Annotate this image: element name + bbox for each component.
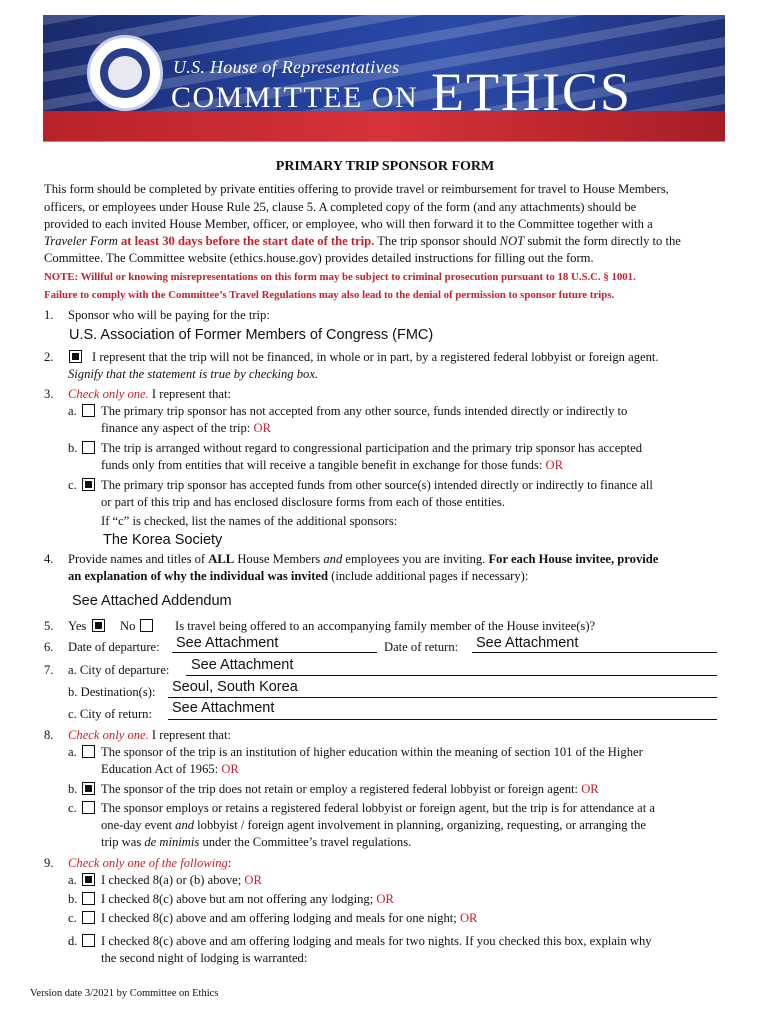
intro-line-3: provided to each invited House Member, officer, or employee, who will then forward it to the Committee together with a [44, 217, 653, 231]
q9-b-letter: b. [68, 892, 78, 906]
q7-b-underline [168, 697, 717, 698]
q9-header: Check only one of the following: [68, 856, 232, 870]
q9-d-line-1: I checked 8(c) above and am offering lodging and meals for two nights. If you checked this box, explain why [101, 934, 652, 948]
q3-a-checkbox[interactable] [82, 404, 95, 417]
q7-number: 7. [44, 663, 54, 677]
q4-line-2: an explanation of why the individual was invited (include additional pages if necessary): [68, 569, 529, 583]
q3-b-line-2: funds only from entities that will receive a tangible benefit in exchange for those funds: OR [101, 458, 564, 472]
q7-destination-field[interactable]: Seoul, South Korea [172, 679, 298, 695]
q3-b-checkbox[interactable] [82, 441, 95, 454]
q8-b-checkbox[interactable] [82, 782, 95, 795]
q3-a-letter: a. [68, 404, 77, 418]
version-footer: Version date 3/2021 by Committee on Ethics [30, 988, 219, 999]
q9-a-checkbox[interactable] [82, 873, 95, 886]
header-banner [43, 15, 725, 141]
q9-b-text: I checked 8(c) above but am not offering any lodging; OR [101, 892, 394, 906]
q9-c-text: I checked 8(c) above and am offering lodging and meals for one night; OR [101, 911, 478, 925]
q9-d-line-2: the second night of lodging is warranted: [101, 951, 308, 965]
q6-return-underline [472, 652, 717, 653]
q2-checkbox[interactable] [69, 350, 82, 363]
intro-line-4: Traveler Form at least 30 days before the start date of the trip. The trip sponsor should NOT submit the form directly to the [44, 234, 681, 248]
q8-number: 8. [44, 728, 54, 742]
q7-b-label: b. Destination(s): [68, 685, 156, 699]
banner-subtitle: U.S. House of Representatives [173, 57, 400, 77]
q9-a-letter: a. [68, 873, 77, 887]
q8-c-checkbox[interactable] [82, 801, 95, 814]
q2-number: 2. [44, 350, 54, 364]
q9-a-text: I checked 8(a) or (b) above; OR [101, 873, 262, 887]
q7-c-label: c. City of return: [68, 707, 152, 721]
q7-departure-city-field[interactable]: See Attachment [191, 657, 294, 673]
q8-c-line-3: trip was de minimis under the Committee’s travel regulations. [101, 835, 412, 849]
q7-return-city-field[interactable]: See Attachment [172, 700, 275, 716]
q9-d-letter: d. [68, 934, 78, 948]
intro-line-1: This form should be completed by private entities offering to provide travel or reimbursement for travel to House Members, [44, 182, 669, 196]
q9-b-checkbox[interactable] [82, 892, 95, 905]
q9-number: 9. [44, 856, 54, 870]
q3-a-line-1: The primary trip sponsor has not accepted from any other source, funds intended directly or indirectly to [101, 404, 628, 418]
q8-c-letter: c. [68, 801, 77, 815]
q4-line-1: Provide names and titles of ALL House Members and employees you are inviting. For each House invitee, provide [68, 552, 659, 566]
q3-c-line-3: If “c” is checked, list the names of the additional sponsors: [101, 514, 398, 528]
q1-label: Sponsor who will be paying for the trip: [68, 308, 270, 322]
q5-no-checkbox[interactable] [140, 619, 153, 632]
q7-a-label: a. City of departure: [68, 663, 170, 677]
q9-d-checkbox[interactable] [82, 934, 95, 947]
note-line-2: Failure to comply with the Committee’s Travel Regulations may also lead to the denial of permission to sponsor future trips. [44, 289, 615, 301]
q8-a-letter: a. [68, 745, 77, 759]
q3-b-letter: b. [68, 441, 78, 455]
q3-number: 3. [44, 387, 54, 401]
q3-c-line-1: The primary trip sponsor has accepted funds from other source(s) intended directly or indirectly to finance all [101, 478, 653, 492]
house-seal-icon [87, 35, 163, 111]
q6-departure-field[interactable]: See Attachment [176, 635, 279, 651]
q8-a-line-1: The sponsor of the trip is an institution of higher education within the meaning of section 101 of the Higher [101, 745, 643, 759]
q6-departure-underline [172, 652, 377, 653]
q8-a-line-2: Education Act of 1965: OR [101, 762, 239, 776]
q5-no-label: No [120, 619, 136, 633]
q3-c-line-2: or part of this trip and has enclosed disclosure forms from each of those entities. [101, 495, 505, 509]
q8-c-line-1: The sponsor employs or retains a registered federal lobbyist or foreign agent, but the trip is for attendance at a [101, 801, 655, 815]
q3-header: Check only one. I represent that: [68, 387, 231, 401]
note-line-1: NOTE: Willful or knowing misrepresentations on this form may be subject to criminal prosecution pursuant to 18 U.S.C. § 1001. [44, 271, 636, 283]
q6-return-field[interactable]: See Attachment [476, 635, 579, 651]
banner-committee: COMMITTEE ON [171, 81, 419, 114]
q9-c-checkbox[interactable] [82, 911, 95, 924]
q8-b-letter: b. [68, 782, 78, 796]
q8-c-line-2: one-day event and lobbyist / foreign agent involvement in planning, organizing, requesting, or arranging the [101, 818, 647, 832]
q9-c-letter: c. [68, 911, 77, 925]
q2-text: I represent that the trip will not be financed, in whole or in part, by a registered federal lobbyist or foreign agent. [92, 350, 659, 364]
q5-number: 5. [44, 619, 54, 633]
header-divider [43, 141, 725, 142]
q3-c-checkbox[interactable] [82, 478, 95, 491]
q3-c-letter: c. [68, 478, 77, 492]
q3-b-line-1: The trip is arranged without regard to congressional participation and the primary trip sponsor has accepted [101, 441, 643, 455]
q4-invitees-field[interactable]: See Attached Addendum [72, 593, 232, 609]
q6-number: 6. [44, 640, 54, 654]
q5-yes-label: Yes [68, 619, 87, 633]
intro-line-2: officers, or employees under House Rule 25, clause 5. A completed copy of the form (and any attachments) should be [44, 200, 637, 214]
q3-additional-sponsors-field[interactable]: The Korea Society [103, 532, 223, 548]
q3-a-line-2: finance any aspect of the trip: OR [101, 421, 271, 435]
q4-number: 4. [44, 552, 54, 566]
q6-return-label: Date of return: [384, 640, 459, 654]
q5-yes-checkbox[interactable] [92, 619, 105, 632]
q1-sponsor-field[interactable]: U.S. Association of Former Members of Congress (FMC) [69, 327, 434, 343]
q8-a-checkbox[interactable] [82, 745, 95, 758]
q1-number: 1. [44, 308, 54, 322]
q6-departure-label: Date of departure: [68, 640, 160, 654]
q8-header: Check only one. I represent that: [68, 728, 231, 742]
banner-ethics: ETHICS [431, 62, 632, 122]
q5-text: Is travel being offered to an accompanying family member of the House invitee(s)? [175, 619, 596, 633]
q2-subtext: Signify that the statement is true by checking box. [68, 367, 319, 381]
q7-a-underline [186, 675, 717, 676]
intro-line-5: Committee. The Committee website (ethics.house.gov) provides detailed instructions for filling out the form. [44, 251, 594, 265]
form-title: PRIMARY TRIP SPONSOR FORM [275, 159, 495, 174]
q8-b-line-1: The sponsor of the trip does not retain or employ a registered federal lobbyist or foreign agent: OR [101, 782, 599, 796]
q7-c-underline [168, 719, 717, 720]
